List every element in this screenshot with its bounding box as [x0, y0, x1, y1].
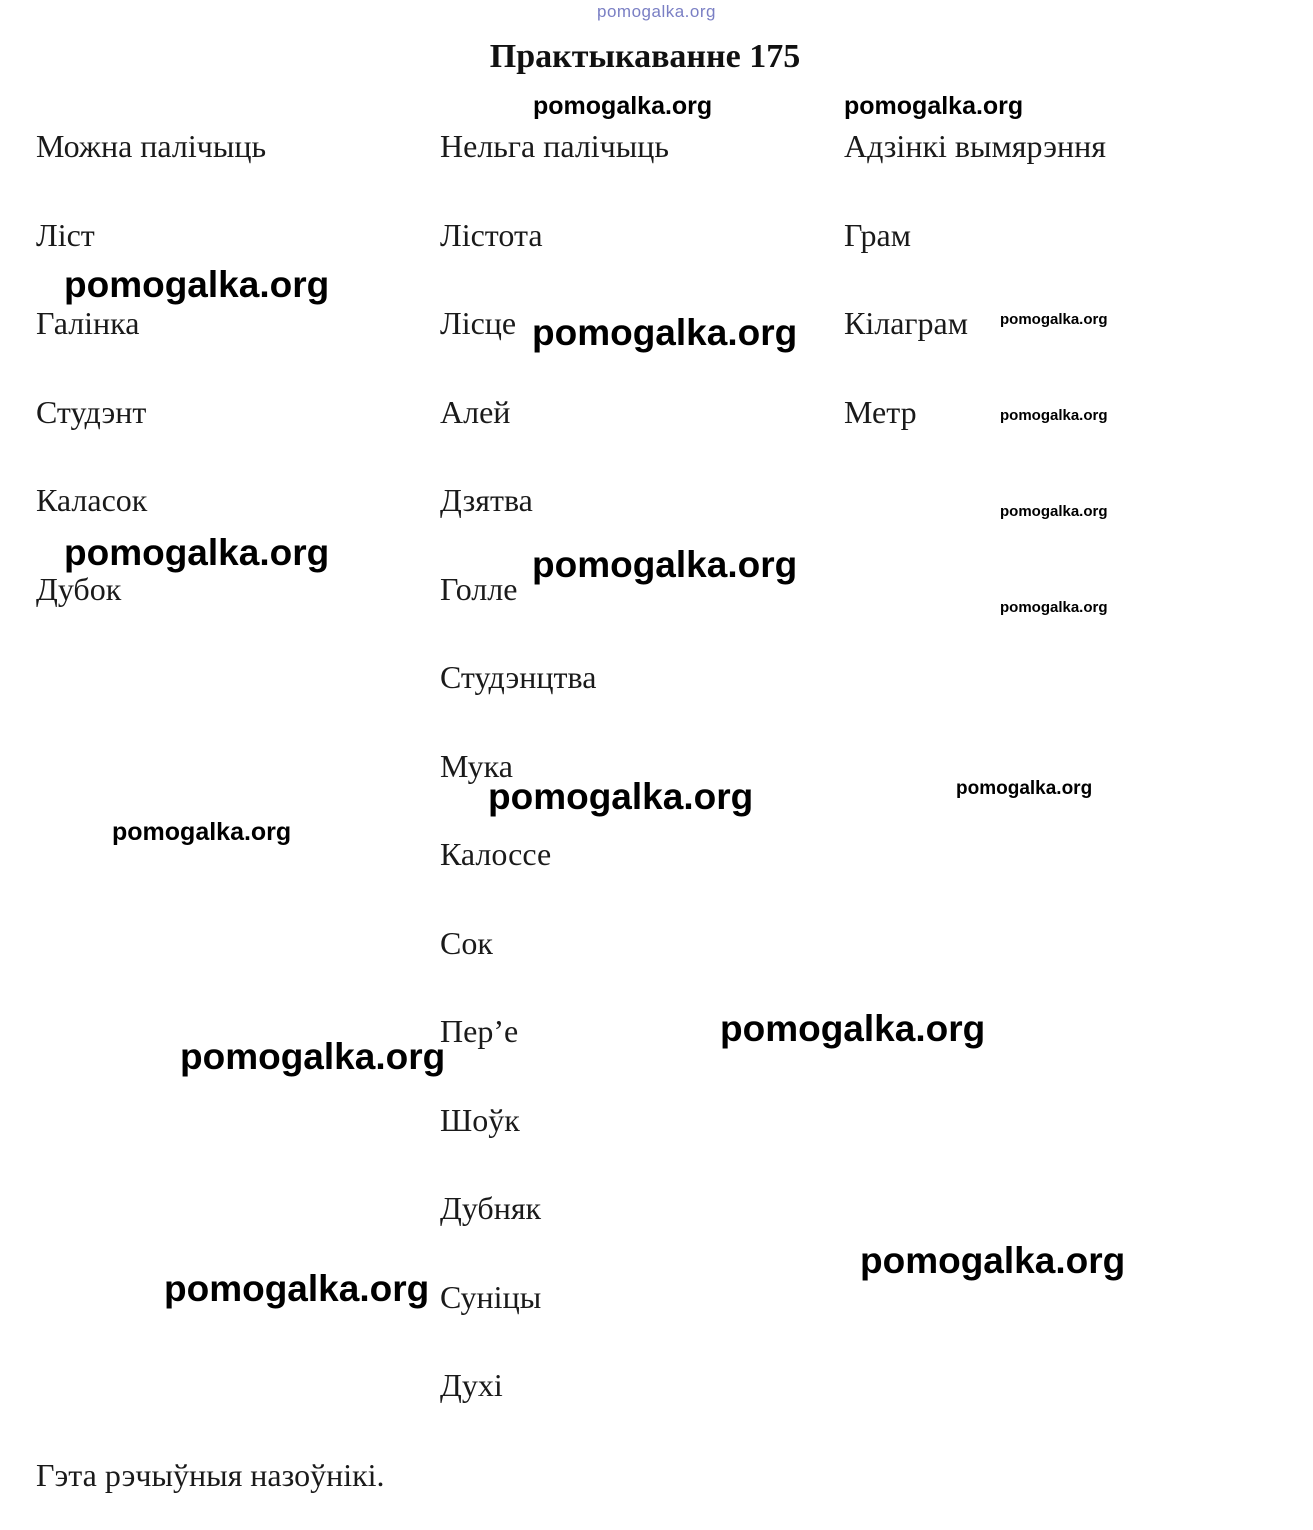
list-item: Пер’е: [440, 1013, 519, 1049]
list-item: Алей: [440, 393, 511, 430]
list-item: Сок: [440, 924, 493, 961]
list-item: Мука: [440, 747, 513, 784]
watermark: pomogalka.org: [844, 92, 1024, 120]
watermark: pomogalka.org: [64, 532, 330, 573]
list-item: Дубняк: [440, 1190, 542, 1226]
list-item: Метр: [844, 393, 917, 430]
list-item: Суніцы: [440, 1278, 542, 1315]
page-title: Практыкаванне 175: [489, 38, 801, 75]
list-item: Ліст: [36, 216, 95, 253]
list-item: Дубок: [36, 570, 122, 607]
conclusion-text: Гэта рэчыўныя назоўнікі.: [36, 1457, 385, 1493]
watermark: pomogalka.org: [533, 92, 713, 120]
column-heading: Адзінкі вымярэння: [844, 128, 1106, 164]
list-item: Лісце: [440, 305, 517, 341]
watermark: pomogalka.org: [64, 264, 330, 305]
list-item: Каласок: [36, 482, 148, 518]
watermark: pomogalka.org: [1000, 503, 1108, 520]
column-units: [844, 126, 1106, 432]
list-item: Грам: [844, 216, 911, 253]
list-item: Духі: [440, 1367, 503, 1403]
list-item: Лістота: [440, 216, 543, 253]
watermark: pomogalka.org: [488, 776, 754, 817]
column-heading: Можна палічыць: [36, 128, 267, 164]
watermark: pomogalka.org: [164, 1268, 430, 1309]
list-item: Калоссе: [440, 836, 552, 872]
list-item: Студэнцтва: [440, 659, 597, 695]
watermark: pomogalka.org: [180, 1036, 446, 1077]
watermark: pomogalka.org: [860, 1240, 1126, 1281]
watermark: pomogalka.org: [1000, 311, 1108, 328]
watermark: pomogalka.org: [1000, 407, 1108, 424]
site-mark[interactable]: pomogalka.org: [597, 2, 716, 21]
list-item: Шоўк: [440, 1101, 520, 1138]
list-item: Голле: [440, 570, 518, 607]
list-item: Дзятва: [440, 482, 533, 518]
column-heading: Нельга палічыць: [440, 128, 669, 164]
watermark: pomogalka.org: [1000, 599, 1108, 616]
list-item: Кілаграм: [844, 305, 968, 341]
watermark: pomogalka.org: [720, 1008, 986, 1049]
watermark: pomogalka.org: [532, 544, 798, 585]
watermark: pomogalka.org: [112, 818, 292, 846]
list-item: Студэнт: [36, 393, 147, 430]
list-item: Галінка: [36, 305, 140, 341]
watermark: pomogalka.org: [532, 312, 798, 353]
watermark: pomogalka.org: [956, 778, 1093, 799]
